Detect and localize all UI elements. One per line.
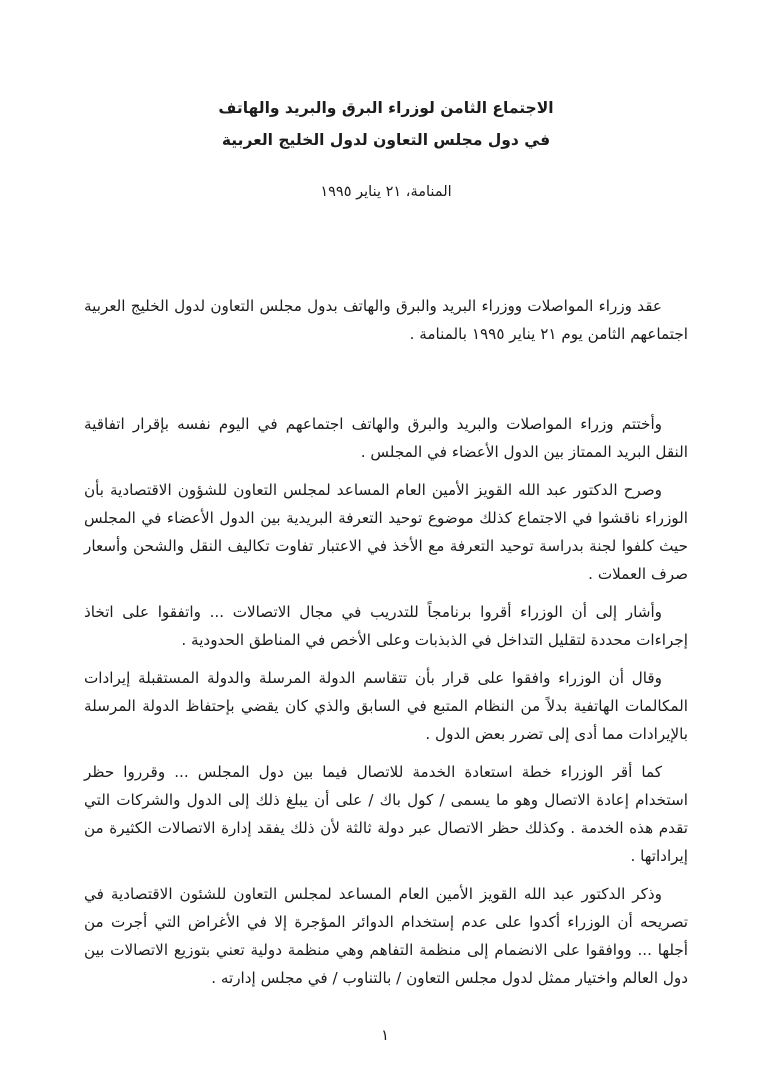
page-number: ١	[380, 1026, 390, 1044]
paragraph-training-program: وأشار إلى أن الوزراء أقروا برنامجاً للتدريب في مجال الاتصالات ... واتفقوا على اتخاذ إجراءات محددة لتقليل التداخل في الذبذبات وعلى الأخص في المناطق الحدودية .	[84, 603, 688, 649]
paragraph-call-revenues: وقال أن الوزراء وافقوا على قرار بأن تتقاسم الدولة المرسلة والدولة المستقبلة إيرادات المكالمات الهاتفية بدلاً من النظام المتبع في السابق والذي كان يقضي بإحتفاظ الدولة المرسلة بالإيرادات مما أدى إلى تضرر بعض الدول .	[84, 669, 688, 743]
document-title	[84, 92, 688, 156]
document-title-line2: في دول مجلس التعاون لدول الخليج العربية	[221, 131, 551, 149]
paragraph-callback-ban: كما أقر الوزراء خطة استعادة الخدمة للاتصال فيما بين دول المجلس ... وقرروا حظر استخدام إعادة الاتصال وهو ما يسمى / كول باك / على أن يبلغ ذلك إلى الدول والشركات التي تقدم هذه الخدمة . وكذلك حظر الاتصال عبر دولة ثالثة لأن ذلك يفقد إدارة الاتصالات الكثيرة من إيراداتها .	[84, 763, 688, 865]
paragraph-leased-circuits: وذكر الدكتور عبد الله القويز الأمين العام المساعد لمجلس التعاون للشئون الاقتصادية في تصريحه أن الوزراء أكدوا على عدم إستخدام الدوائر المؤجرة إلا في الأغراض التي أجرت من أجلها ... ووافقوا على الانضمام إلى منظمة التفاهم وهي منظمة دولية تعني بتوزيع الاتصالات بين دول العالم واختيار ممثل لدول مجلس التعاون / بالتناوب / في مجلس إدارته .	[84, 885, 688, 987]
dateline: المنامة، ٢١ يناير ١٩٩٥	[320, 184, 452, 200]
paragraph-postal-tariff: وصرح الدكتور عبد الله القويز الأمين العام المساعد لمجلس التعاون للشؤون الاقتصادية بأن الوزراء ناقشوا في الاجتماع كذلك موضوع توحيد التعرفة البريدية بين الدول الأعضاء في المجلس حيث كلفوا لجنة بدراسة توحيد التعرفة مع الأخذ في الاعتبار تفاوت تكاليف النقل والشحن وأسعار صرف العملات .	[84, 481, 688, 583]
document-body	[84, 292, 688, 992]
paragraph-opening: عقد وزراء المواصلات ووزراء البريد والبرق والهاتف بدول مجلس التعاون لدول الخليج العربية اجتماعهم الثامن يوم ٢١ يناير ١٩٩٥ بالمنامة .	[84, 297, 688, 343]
document-title-line1: الاجتماع الثامن لوزراء البرق والبريد والهاتف	[218, 99, 554, 117]
paragraph-agreement: وأختتم وزراء المواصلات والبريد والبرق والهاتف اجتماعهم في اليوم نفسه بإقرار اتفاقية النقل البريد الممتاز بين الدول الأعضاء في المجلس .	[84, 415, 688, 461]
